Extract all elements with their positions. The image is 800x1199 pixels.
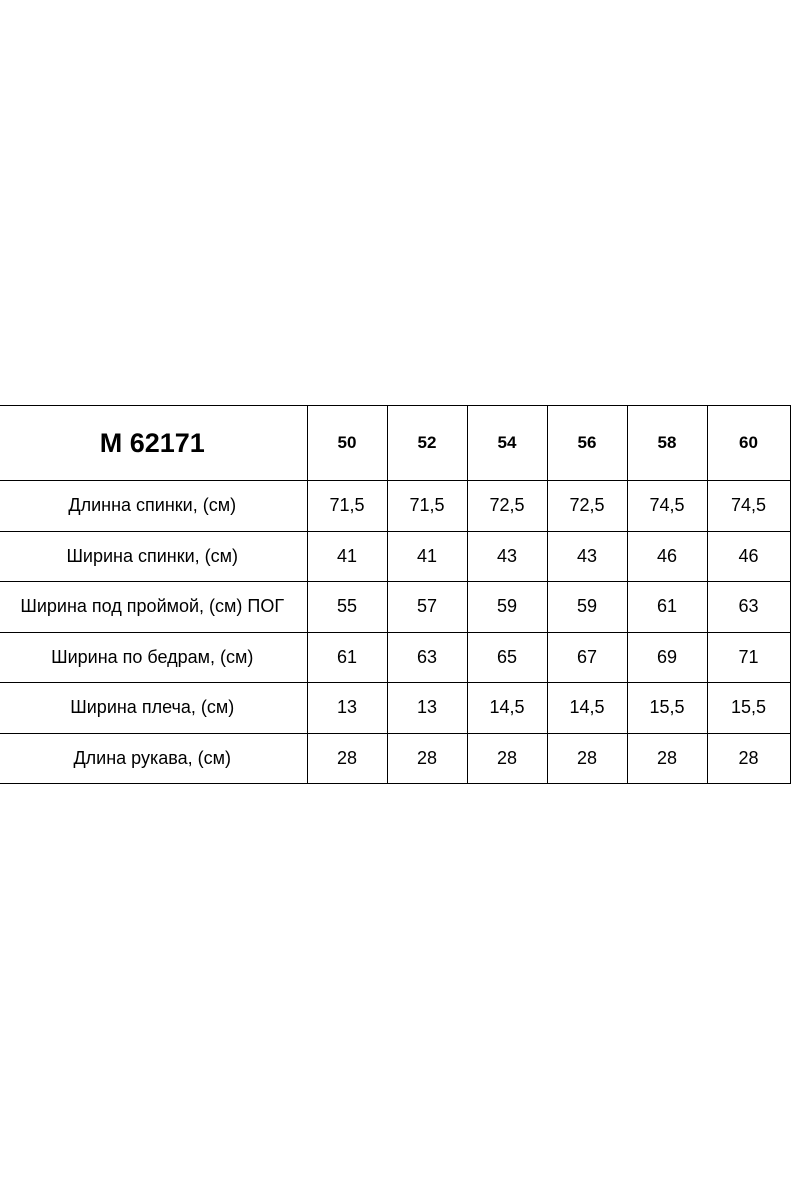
table-row (0, 632, 790, 683)
measurement-value: 28 (307, 733, 387, 784)
measurement-value: 71 (707, 632, 790, 683)
measurement-value: 28 (547, 733, 627, 784)
measurement-value: 46 (627, 531, 707, 582)
measurement-value: 61 (307, 632, 387, 683)
measurement-value: 28 (467, 733, 547, 784)
measurement-value: 28 (387, 733, 467, 784)
measurement-value: 15,5 (707, 683, 790, 734)
measurement-value: 55 (307, 582, 387, 633)
measurement-value: 13 (387, 683, 467, 734)
measurement-value: 14,5 (467, 683, 547, 734)
size-header: 56 (547, 406, 627, 481)
measurement-value: 71,5 (387, 481, 467, 532)
measurement-value: 41 (387, 531, 467, 582)
table-row (0, 683, 790, 734)
model-number: М 62171 (0, 406, 307, 481)
table-row (0, 733, 790, 784)
measurement-value: 46 (707, 531, 790, 582)
measurement-value: 15,5 (627, 683, 707, 734)
measurement-value: 28 (707, 733, 790, 784)
table-row (0, 531, 790, 582)
measurement-value: 28 (627, 733, 707, 784)
measurement-value: 57 (387, 582, 467, 633)
measurement-value: 14,5 (547, 683, 627, 734)
measurement-value: 41 (307, 531, 387, 582)
measurement-value: 59 (467, 582, 547, 633)
measurement-value: 43 (467, 531, 547, 582)
measurement-value: 61 (627, 582, 707, 633)
size-header: 60 (707, 406, 790, 481)
size-chart-table (0, 405, 791, 784)
measurement-label: Ширина по бедрам, (см) (0, 632, 307, 683)
size-header: 50 (307, 406, 387, 481)
measurement-label: Ширина спинки, (см) (0, 531, 307, 582)
measurement-value: 71,5 (307, 481, 387, 532)
measurement-value: 74,5 (707, 481, 790, 532)
measurement-label: Ширина под проймой, (см) ПОГ (0, 582, 307, 633)
table-row (0, 481, 790, 532)
measurement-value: 43 (547, 531, 627, 582)
measurement-value: 65 (467, 632, 547, 683)
measurement-label: Длина рукава, (см) (0, 733, 307, 784)
measurement-value: 74,5 (627, 481, 707, 532)
measurement-value: 69 (627, 632, 707, 683)
measurement-value: 59 (547, 582, 627, 633)
measurement-value: 67 (547, 632, 627, 683)
size-header: 52 (387, 406, 467, 481)
table-row (0, 582, 790, 633)
size-header: 58 (627, 406, 707, 481)
measurement-value: 13 (307, 683, 387, 734)
measurement-value: 72,5 (467, 481, 547, 532)
measurement-value: 63 (387, 632, 467, 683)
measurement-value: 63 (707, 582, 790, 633)
measurement-label: Длинна спинки, (см) (0, 481, 307, 532)
measurement-value: 72,5 (547, 481, 627, 532)
measurement-label: Ширина плеча, (см) (0, 683, 307, 734)
size-header: 54 (467, 406, 547, 481)
table-header-row (0, 406, 790, 481)
